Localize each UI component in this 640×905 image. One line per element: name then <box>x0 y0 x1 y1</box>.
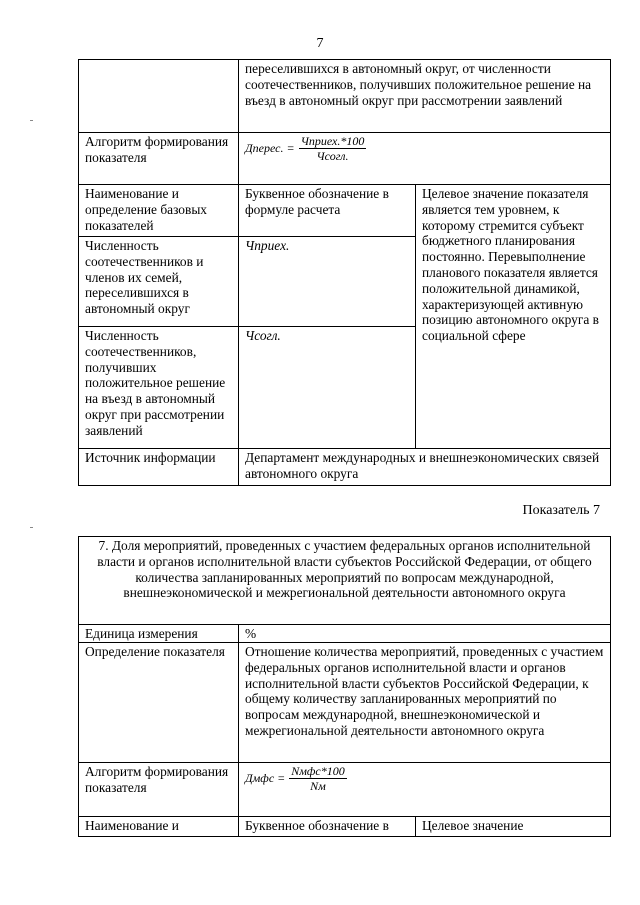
formula-fraction <box>299 134 367 163</box>
source-value: Департамент международных и внешнеэкономических связей автономного округа <box>239 449 611 486</box>
header-letter: Буквенное обозначение в <box>239 817 416 837</box>
base-indicator-letter: Чприех. <box>239 237 416 327</box>
empty-cell <box>79 60 239 133</box>
definition-label: Определение показателя <box>79 643 239 763</box>
unit-label: Единица измерения <box>79 625 239 643</box>
page-number: 7 <box>316 36 324 51</box>
margin-tick <box>30 120 33 121</box>
definition-value: Отношение количества мероприятий, проведенных с участием федеральных органов исполнительной власти и органов исполнительной власти субъектов Российской Федерации, к общему количеству запланированных мероприятий по вопросам международной, внешнеэкономической и межрегиональной деятельности автономного округа <box>239 643 611 763</box>
formula-numerator: Чприех.*100 <box>300 134 365 148</box>
header-name: Наименование и определение базовых показателей <box>79 185 239 237</box>
header-target: Целевое значение <box>416 817 611 837</box>
base-indicator-name: Численность соотечественников, получивших положительное решение на въезд в автономный округ при рассмотрении заявлений <box>79 327 239 449</box>
formula-cell <box>239 133 611 185</box>
header-letter: Буквенное обозначение в формуле расчета <box>239 185 416 237</box>
formula-lhs: Дперес. = <box>245 140 295 155</box>
formula-lhs: Дмфс = <box>245 770 286 785</box>
margin-tick <box>30 527 33 528</box>
indicator-label: Показатель 7 <box>522 503 600 518</box>
continued-definition: переселившихся в автономный округ, от численности соотечественников, получивших положительное решение на въезд в автономный округ при рассмотрении заявлений <box>239 60 611 133</box>
algorithm-label: Алгоритм формирования показателя <box>79 763 239 817</box>
formula-fraction <box>289 764 347 793</box>
algorithm-label: Алгоритм формирования показателя <box>79 133 239 185</box>
base-indicator-letter: Чсогл. <box>239 327 416 449</box>
target-value: Целевое значение показателя является тем уровнем, к которому стремится субъект бюджетного планирования постоянно. Перевыполнение планового показателя является положительной динамикой, характеризующей активную позицию автономного округа в социальной сфере <box>416 185 611 449</box>
formula-cell <box>239 763 611 817</box>
base-indicator-name: Численность соотечественников и членов их семей, переселившихся в автономный округ <box>79 237 239 327</box>
formula <box>245 764 347 793</box>
formula-denominator: Nм <box>310 779 326 793</box>
indicator-6-table <box>78 59 611 486</box>
header-name: Наименование и <box>79 817 239 837</box>
indicator-title: 7. Доля мероприятий, проведенных с участием федеральных органов исполнительной власти и органов исполнительной власти субъектов Российской Федерации, от общего количества запланированных мероприятий по вопросам международной, внешнеэкономической и межрегиональной деятельности автономного округа <box>79 537 611 625</box>
formula-denominator: Чсогл. <box>316 149 349 163</box>
unit-value: % <box>239 625 611 643</box>
formula-numerator: Nмфс*100 <box>291 764 345 778</box>
formula <box>245 134 366 163</box>
source-label: Источник информации <box>79 449 239 486</box>
indicator-7-table <box>78 536 611 837</box>
